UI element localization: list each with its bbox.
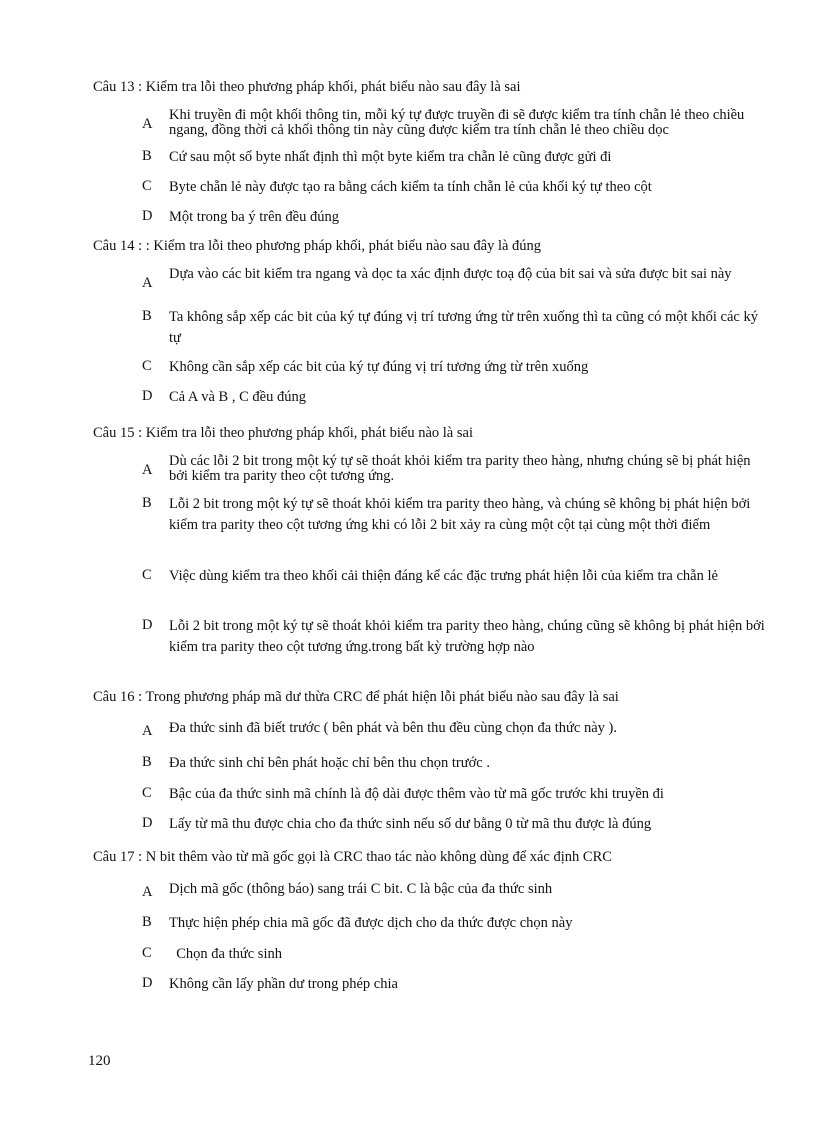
option-letter: B xyxy=(142,495,152,511)
option-letter: C xyxy=(142,945,152,961)
option-letter: A xyxy=(142,275,153,291)
option-text: Thực hiện phép chia mã gốc đã được dịch cho da thức được chọn này xyxy=(169,915,573,931)
option-letter: B xyxy=(142,754,152,770)
option-text: Khi truyền đi một khối thông tin, mỗi ký tự được truyền đi sẽ được kiểm tra tính chẵn lẻ theo chiều ngang, đồng thời cả khối thông tin này cũng được kiểm tra tính chẵn lẻ theo chiều dọc xyxy=(169,107,745,138)
option-letter: A xyxy=(142,884,153,900)
page-number: 120 xyxy=(88,1053,111,1069)
option-letter: B xyxy=(142,914,152,930)
option-text: Lấy từ mã thu được chia cho đa thức sinh nếu số dư bằng 0 từ mã thu được là đúng xyxy=(169,816,652,832)
option-letter: D xyxy=(142,617,153,633)
option-letter: B xyxy=(142,148,152,164)
option-text: Cứ sau một số byte nhất định thì một byte kiểm tra chẵn lẻ cũng được gửi đi xyxy=(169,149,612,165)
option-letter: B xyxy=(142,308,152,324)
option-letter: C xyxy=(142,785,152,801)
option-letter: A xyxy=(142,462,153,478)
option-text: Dựa vào các bit kiểm tra ngang và dọc ta xác định được toạ độ của bit sai và sửa được bit sai này xyxy=(169,266,732,282)
option-letter: C xyxy=(142,178,152,194)
option-text: Một trong ba ý trên đều đúng xyxy=(169,209,339,225)
option-text: Không cần lấy phần dư trong phép chia xyxy=(169,976,398,992)
option-text: Dịch mã gốc (thông báo) sang trái C bit. C là bậc của đa thức sinh xyxy=(169,881,553,897)
option-text: Không cần sắp xếp các bit của ký tự đúng vị trí tương ứng từ trên xuống xyxy=(169,359,589,375)
option-text: Đa thức sinh đã biết trước ( bên phát và bên thu đều cùng chọn đa thức này ). xyxy=(169,720,617,736)
option-letter: A xyxy=(142,723,153,739)
question-13-stem: Câu 13 : Kiểm tra lỗi theo phương pháp khối, phát biểu nào sau đây là sai xyxy=(93,79,521,95)
option-text: Cả A và B , C đều đúng xyxy=(169,389,306,405)
question-14-stem: Câu 14 : : Kiểm tra lỗi theo phương pháp khối, phát biểu nào sau đây là đúng xyxy=(93,238,542,254)
option-text: Dù các lỗi 2 bit trong một ký tự sẽ thoát khỏi kiểm tra parity theo hàng, nhưng chúng sẽ bị phát hiện bởi kiểm tra parity theo cột tương ứng. xyxy=(169,453,751,484)
option-letter: D xyxy=(142,975,153,991)
option-letter: D xyxy=(142,815,153,831)
option-letter: D xyxy=(142,388,153,404)
option-letter: C xyxy=(142,358,152,374)
question-16-stem: Câu 16 : Trong phương pháp mã dư thừa CRC để phát hiện lỗi phát biểu nào sau đây là sai xyxy=(93,689,619,705)
option-text: Lỗi 2 bit trong một ký tự sẽ thoát khỏi kiểm tra parity theo hàng, chúng cũng sẽ không bị phát hiện bởi kiểm tra parity theo cột tương ứng.trong bất kỳ trường hợp nào xyxy=(169,618,765,655)
option-text: Byte chẵn lẻ này được tạo ra bằng cách kiểm ta tính chẵn lẻ của khối ký tự theo cột xyxy=(169,179,652,195)
option-letter: C xyxy=(142,567,152,583)
question-15-stem: Câu 15 : Kiểm tra lỗi theo phương pháp khối, phát biểu nào là sai xyxy=(93,425,473,441)
option-text: Lỗi 2 bit trong một ký tự sẽ thoát khỏi kiểm tra parity theo hàng, và chúng sẽ không bị phát hiện bởi kiểm tra parity theo cột tương ứng khi có lỗi 2 bit xảy ra cùng một cột tại cùng một thời điểm xyxy=(169,496,751,533)
option-text: Bậc của đa thức sinh mã chính là độ dài được thêm vào từ mã gốc trước khi truyền đi xyxy=(169,786,664,802)
option-text: Việc dùng kiểm tra theo khối cải thiện đáng kể các đặc trưng phát hiện lỗi của kiểm tra chẵn lẻ xyxy=(169,568,718,584)
option-letter: A xyxy=(142,116,153,132)
option-text: Chọn đa thức sinh xyxy=(169,946,282,962)
option-text: Đa thức sinh chỉ bên phát hoặc chỉ bên thu chọn trước . xyxy=(169,755,490,771)
option-letter: D xyxy=(142,208,153,224)
option-text: Ta không sắp xếp các bit của ký tự đúng vị trí tương ứng từ trên xuống thì ta cũng có một khối các ký tự xyxy=(169,309,758,346)
question-17-stem: Câu 17 : N bit thêm vào từ mã gốc gọi là CRC thao tác nào không dùng để xác định CRC xyxy=(93,849,612,865)
